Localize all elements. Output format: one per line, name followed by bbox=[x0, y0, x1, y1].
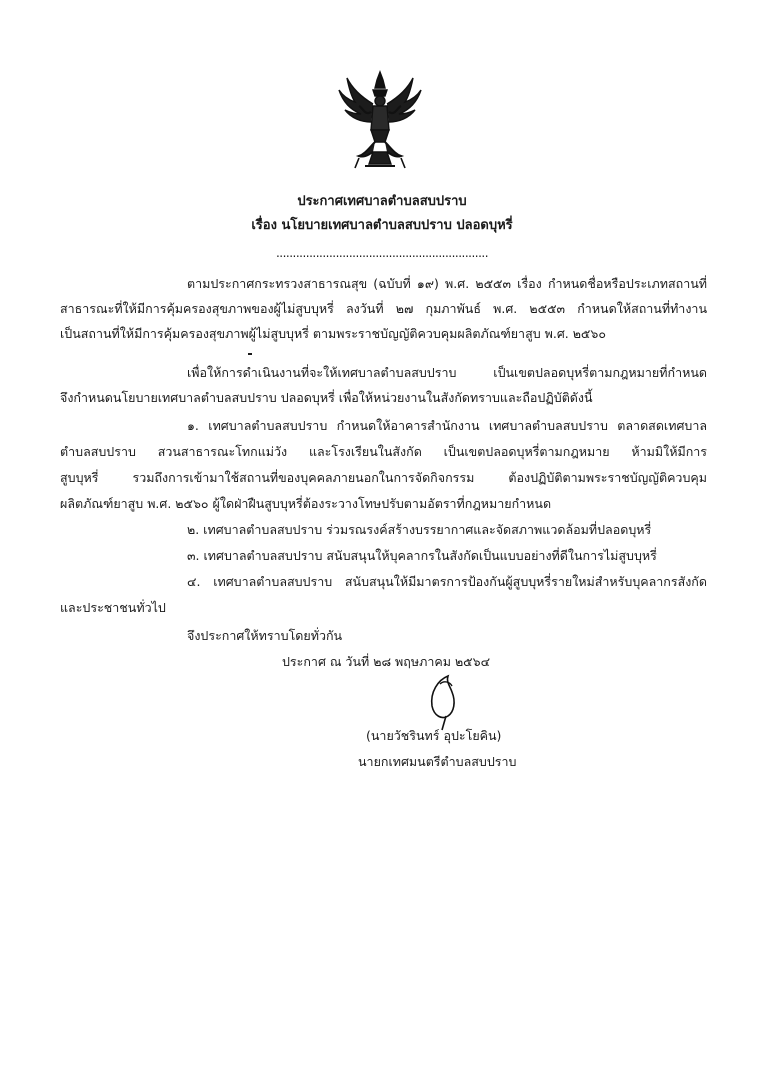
handwritten-signature-icon bbox=[418, 672, 478, 732]
item1-line1: ๑. เทศบาลตำบลสบปราบ กำหนดให้อาคารสำนักงาน เทศบาลตำบลสบปราบ ตลาดสดเทศบาล bbox=[187, 418, 707, 433]
item4-line1: ๔. เทศบาลตำบลสบปราบ สนับสนุนให้มีมาตรการป้องกันผู้สูบบุหรี่รายใหม่สำหรับบุคลากรสังกัด bbox=[187, 574, 707, 589]
item3: ๓. เทศบาลตำบลสบปราบ สนับสนุนให้บุคลากรในสังกัดเป็นแบบอย่างที่ดีในการไม่สูบบุหรี่ bbox=[187, 548, 657, 563]
paragraph1-line1: ตามประกาศกระทรวงสาธารณสุข (ฉบับที่ ๑๙) พ.ศ. ๒๕๕๓ เรื่อง กำหนดชื่อหรือประเภทสถานที่ bbox=[187, 276, 707, 291]
signatory-position: นายกเทศมนตรีตำบลสบปราบ bbox=[358, 754, 517, 769]
paragraph2-line2: จึงกำหนดนโยบายเทศบาลตำบลสบปราบ ปลอดบุหรี่ เพื่อให้หน่วยงานในสังกัดทราบและถือปฏิบัติดังนี้ bbox=[60, 390, 593, 405]
item4-line2: และประชาชนทั่วไป bbox=[60, 600, 166, 615]
item2: ๒. เทศบาลตำบลสบปราบ ร่วมรณรงค์สร้างบรรยากาศและจัดสภาพแวดล้อมที่ปลอดบุหรี่ bbox=[187, 522, 652, 537]
garuda-emblem-icon bbox=[335, 68, 425, 174]
stray-mark bbox=[248, 353, 252, 355]
document-title: ประกาศเทศบาลตำบลสบปราบ bbox=[297, 194, 467, 209]
document-subject: เรื่อง นโยบายเทศบาลตำบลสบปราบ ปลอดบุหรี่ bbox=[251, 218, 513, 233]
item1-line2: ตำบลสบปราบ สวนสาธารณะโทกแม่วัง และโรงเรียนในสังกัด เป็นเขตปลอดบุหรี่ตามกฎหมาย ห้ามมิให้มีการ bbox=[60, 444, 707, 459]
announce-date: ประกาศ ณ วันที่ ๒๘ พฤษภาคม ๒๕๖๔ bbox=[282, 654, 491, 669]
paragraph1-line3: เป็นสถานที่ให้มีการคุ้มครองสุขภาพผู้ไม่สูบบุหรี่ ตามพระราชบัญญัติควบคุมผลิตภัณฑ์ยาสูบ พ.ศ. ๒๕๖๐ bbox=[60, 326, 606, 341]
paragraph2-line1: เพื่อให้การดำเนินงานที่จะให้เทศบาลตำบลสบปราบ เป็นเขตปลอดบุหรี่ตามกฎหมายที่กำหนด bbox=[187, 365, 707, 380]
paragraph1-line2: สาธารณะที่ให้มีการคุ้มครองสุขภาพของผู้ไม่สูบบุหรี่ ลงวันที่ ๒๗ กุมภาพันธ์ พ.ศ. ๒๕๕๓ กำหนดให้สถานที่ทำงาน bbox=[60, 301, 707, 316]
title-divider: ................................................................ bbox=[275, 246, 489, 260]
item1-line4: ผลิตภัณฑ์ยาสูบ พ.ศ. ๒๕๖๐ ผู้ใดฝ่าฝืนสูบบุหรี่ต้องระวางโทษปรับตามอัตราที่กฎหมายกำหนด bbox=[60, 496, 552, 511]
item1-line3: สูบบุหรี่ รวมถึงการเข้ามาใช้สถานที่ของบุคคลภายนอกในการจัดกิจกรรม ต้องปฏิบัติตามพระราชบัญญัติควบคุม bbox=[60, 470, 707, 485]
announce-line: จึงประกาศให้ทราบโดยทั่วกัน bbox=[187, 628, 343, 643]
signatory-name: (นายวัชรินทร์ อุปะโยคิน) bbox=[366, 728, 502, 743]
